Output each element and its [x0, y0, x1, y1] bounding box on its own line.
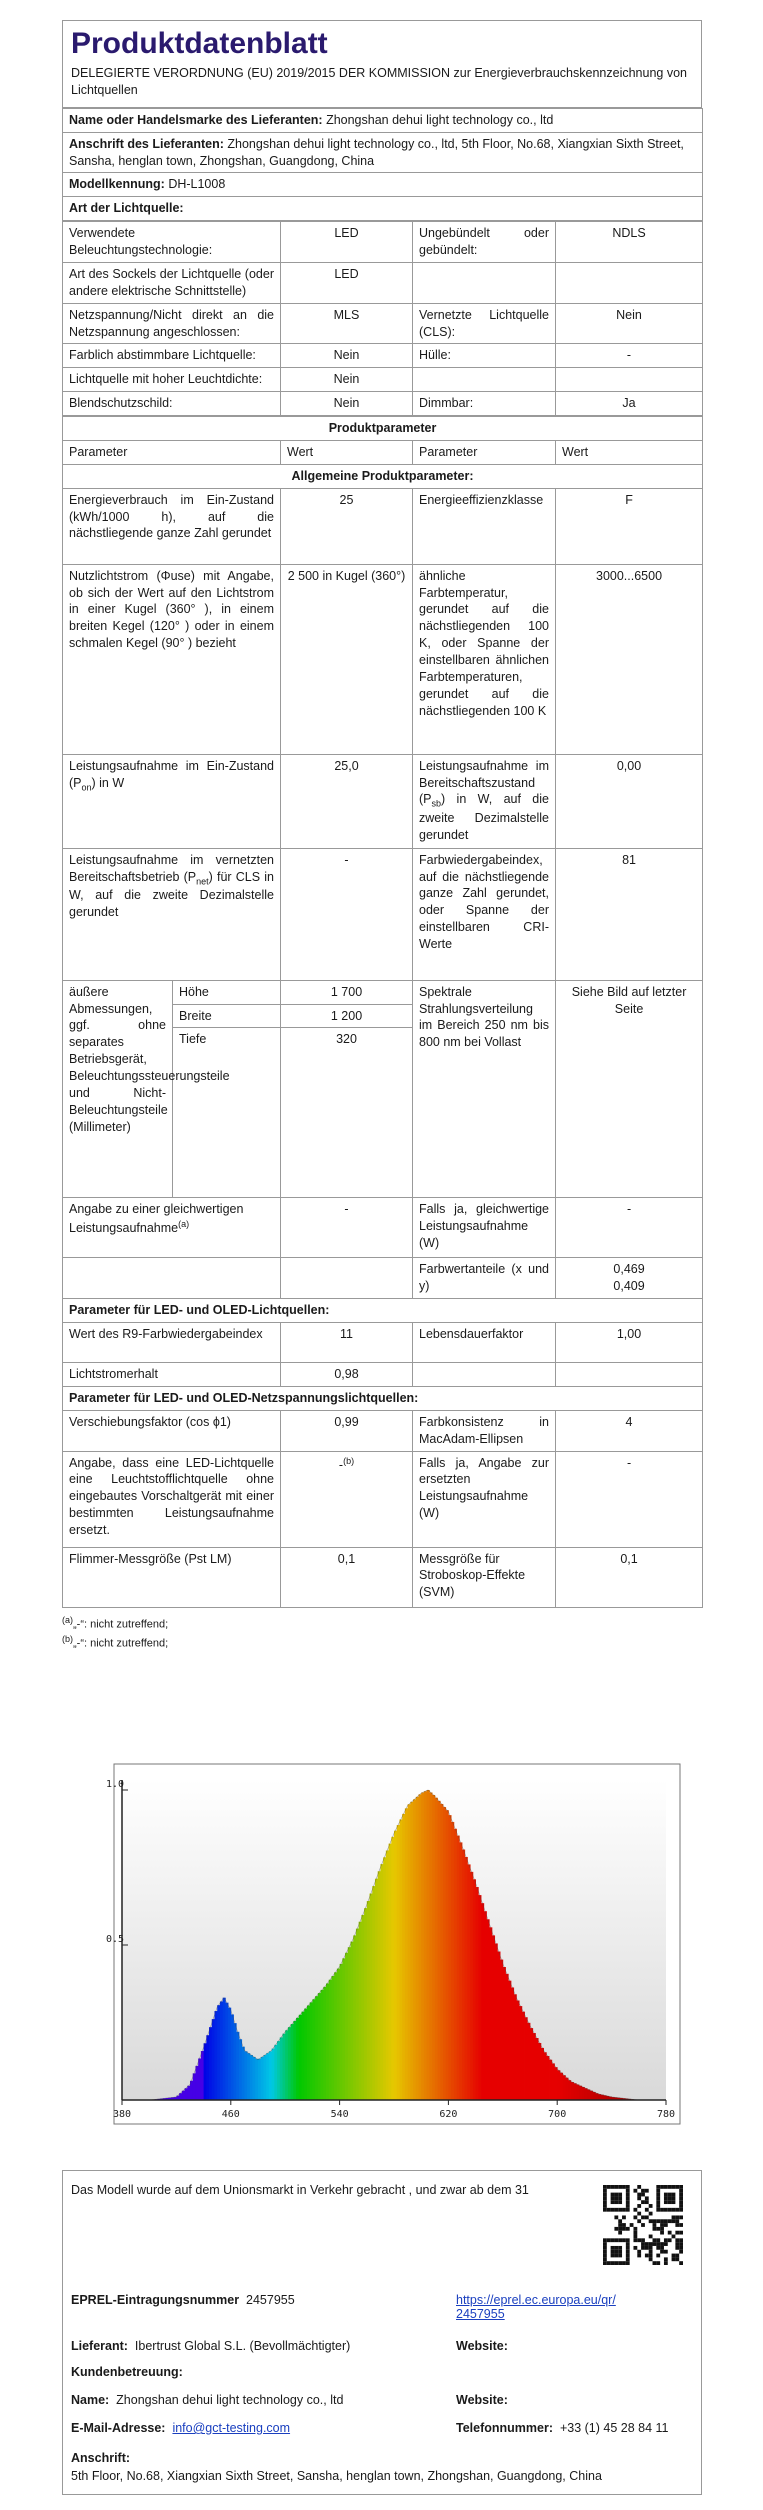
spectrum-bar	[448, 1815, 451, 2100]
customer-care-label: Kundenbetreuung:	[71, 2365, 183, 2379]
type-l1-cell: Lichtquelle mit hoher Leuchtdichte:	[63, 368, 281, 392]
qr-code-icon[interactable]	[603, 2185, 683, 2265]
spectrum-bar	[182, 2091, 185, 2100]
type-l2-cell: Dimmbar:	[413, 392, 556, 416]
website-label: Website:	[456, 2339, 508, 2353]
spectrum-bar	[389, 1844, 392, 2100]
supplier-name-label: Name oder Handelsmarke des Lieferanten:	[69, 112, 323, 127]
spectrum-bar	[399, 1819, 402, 2100]
spectrum-chart	[86, 1760, 686, 2140]
flux-label: Nutzlichtstrom (Φuse) mit Angabe, ob sich der Wert auf den Lichtstrom in einer Kugel (360° ), in einem breiten Kegel (120° ) oder in einem schmalen Kegel (90° ) bezieht	[63, 564, 281, 754]
market-text: Das Modell wurde auf dem Unionsmarkt in Verkehr gebracht , und zwar ab dem 31	[71, 2183, 529, 2197]
spectrum-bar	[574, 2083, 577, 2100]
spectrum-bar	[269, 2051, 272, 2100]
product-params-heading: Produktparameter	[63, 417, 703, 441]
type-v2-cell	[556, 262, 703, 303]
spectrum-bar	[255, 2059, 258, 2100]
spectrum-bar	[274, 2045, 277, 2100]
spectrum-bar	[565, 2078, 568, 2100]
spectrum-bar	[372, 1886, 375, 2100]
spectrum-svg	[86, 1760, 686, 2140]
spectrum-bar	[337, 1969, 340, 2100]
shift-label: Verschiebungsfaktor (cos ϕ1)	[63, 1410, 281, 1451]
dim-depth-value: 320	[281, 1028, 413, 1198]
x-tick-label: 780	[656, 2109, 676, 2120]
spectrum-bar	[342, 1958, 345, 2100]
type-v1-cell: LED	[281, 222, 413, 263]
spectrum-bar	[220, 2001, 223, 2100]
y-tick-label: 1.0	[105, 1779, 124, 1790]
type-row	[63, 303, 703, 344]
dim-depth-label: Tiefe	[173, 1028, 281, 1198]
spectrum-bar	[380, 1864, 383, 2100]
model-label: Modellkennung:	[69, 177, 165, 192]
maint-value: 0,98	[281, 1363, 413, 1387]
r9-value: 11	[281, 1323, 413, 1363]
life-label: Lebensdauerfaktor	[413, 1323, 556, 1363]
type-row	[63, 392, 703, 416]
type-v2-cell: -	[556, 344, 703, 368]
spectrum-bar	[519, 2006, 522, 2100]
flicker-label: Flimmer-Messgröße (Pst LM)	[63, 1547, 281, 1607]
phone-row: Telefonnummer: +33 (1) 45 28 84 11	[456, 2421, 669, 2435]
spectrum-bar	[538, 2043, 541, 2100]
r9-label: Wert des R9-Farbwiedergabeindex	[63, 1323, 281, 1363]
spd-label: Spektrale Strahlungsverteilung im Bereich 250 nm bis 800 nm bei Vollast	[413, 980, 556, 1198]
spectrum-bar	[212, 2019, 215, 2100]
spectrum-bar	[454, 1829, 457, 2100]
spectrum-bar	[334, 1972, 337, 2100]
type-row	[63, 344, 703, 368]
spectrum-bar	[405, 1808, 408, 2100]
spectrum-bar	[421, 1792, 424, 2100]
x-tick-label: 540	[330, 2109, 349, 2120]
spectrum-bar	[533, 2033, 536, 2100]
col-param-1: Parameter	[63, 440, 281, 464]
spectrum-bar	[361, 1915, 364, 2100]
spectrum-bar	[209, 2027, 212, 2100]
spectrum-bar	[225, 2003, 228, 2100]
spectrum-bar	[272, 2049, 275, 2100]
type-v1-cell: Nein	[281, 344, 413, 368]
col-value-1: Wert	[281, 440, 413, 464]
spectrum-bar	[250, 2055, 253, 2100]
type-v1-cell: Nein	[281, 392, 413, 416]
type-v2-cell: Ja	[556, 392, 703, 416]
spectrum-bar	[367, 1901, 370, 2100]
eprel-link[interactable]: https://eprel.ec.europa.eu/qr/2457955	[456, 2293, 616, 2321]
spectrum-bar	[435, 1798, 438, 2100]
spectrum-bar	[293, 2021, 296, 2100]
equiv2-value: -	[556, 1198, 703, 1258]
col-value-2: Wert	[556, 440, 703, 464]
spectrum-bar	[408, 1804, 411, 2100]
spectrum-bar	[541, 2048, 544, 2100]
spectrum-bar	[568, 2080, 571, 2100]
spectrum-bar	[370, 1894, 373, 2100]
spectrum-bar	[185, 2088, 188, 2100]
chroma-x: 0,469	[613, 1262, 645, 1277]
spectrum-bar	[239, 2039, 242, 2100]
model-value: DH-L1008	[168, 177, 226, 192]
type-v2-cell: NDLS	[556, 222, 703, 263]
spectrum-bar	[307, 2005, 310, 2100]
spectrum-bar	[236, 2032, 239, 2100]
spectrum-bar	[285, 2030, 288, 2100]
spectrum-bar	[470, 1872, 473, 2100]
spectrum-bar	[451, 1822, 454, 2100]
spectrum-bar	[557, 2070, 560, 2100]
chroma-values	[556, 1258, 703, 1299]
spectrum-bar	[206, 2035, 209, 2100]
spectrum-bar	[315, 1996, 318, 2100]
x-tick-label: 460	[221, 2109, 240, 2120]
col-param-2: Parameter	[413, 440, 556, 464]
spectrum-bar	[326, 1983, 329, 2100]
x-tick-label: 620	[439, 2109, 458, 2120]
cct-label: ähnliche Farbtemperatur, gerundet auf die nächstliegenden 100 K, oder Spanne der einstellbaren ähnlichen Farbtemperaturen, gerundet auf die nächstliegenden 100 K	[413, 564, 556, 754]
spectrum-bar	[587, 2089, 590, 2100]
spectrum-bar	[459, 1842, 462, 2100]
spectrum-bar	[302, 2012, 305, 2100]
supplier-name-value: Zhongshan dehui light technology co., ltd	[326, 112, 554, 127]
cri-label: Farbwiedergabeindex, auf die nächstliegende ganze Zahl gerundet, oder Spanne der einstellbaren CRI-Werte	[413, 848, 556, 980]
spectrum-bar	[242, 2047, 245, 2100]
spectrum-bar	[350, 1942, 353, 2100]
spectrum-bar	[522, 2012, 525, 2100]
spectrum-bar	[383, 1857, 386, 2100]
datasheet	[62, 20, 702, 1652]
supplier-address-value: Zhongshan dehui light technology co., ltd, 5th Floor, No.68, Xiangxian Sixth Street, Sansha, henglan town, Zhongshan, Guangdong, China	[69, 136, 684, 168]
type-v1-cell: Nein	[281, 368, 413, 392]
spectrum-bar	[318, 1993, 321, 2100]
spectrum-bar	[204, 2043, 207, 2100]
spectrum-bar	[331, 1976, 334, 2100]
type-l1-cell: Art des Sockels der Lichtquelle (oder andere elektrische Schnittstelle)	[63, 262, 281, 303]
eprel-number: 2457955	[246, 2293, 295, 2307]
spectrum-bar	[288, 2027, 291, 2100]
spectrum-bar	[253, 2057, 256, 2100]
email-link[interactable]: info@gct-testing.com	[172, 2421, 291, 2435]
spectrum-bar	[323, 1987, 326, 2100]
x-tick-label: 700	[548, 2109, 567, 2120]
spectrum-bar	[593, 2092, 596, 2100]
page-title: Produktdatenblatt	[62, 20, 702, 63]
spectrum-bar	[497, 1952, 500, 2100]
spectrum-bar	[282, 2034, 285, 2100]
dims-label: äußere Abmessungen, ggf. ohne separates Betriebsgerät, Beleuchtungssteuerungsteile und Nicht-Beleuchtungsteile (Millimeter)	[63, 980, 173, 1198]
spectrum-bar	[530, 2028, 533, 2100]
spectrum-bar	[576, 2085, 579, 2101]
pnet-label: Leistungsaufnahme im vernetzten Bereitschaftsbetrieb $(P_{net})$ für CLS in W, auf die zweite Dezimalstelle gerundet	[63, 848, 281, 980]
supplier-address-label: Anschrift des Lieferanten:	[69, 136, 224, 151]
spectrum-bar	[356, 1929, 359, 2100]
dim-height-label: Höhe	[173, 980, 281, 1004]
footnote-a: $^{(a)}$„-“: nicht zutreffend;	[62, 1614, 169, 1631]
chroma-empty-value	[281, 1258, 413, 1299]
spectrum-bar	[571, 2082, 574, 2100]
led-params-heading: Parameter für LED- und OLED-Lichtquellen:	[63, 1299, 703, 1323]
spectrum-bar	[418, 1794, 421, 2100]
spectrum-bar	[446, 1810, 449, 2100]
spectrum-bar	[364, 1908, 367, 2100]
spectrum-bar	[492, 1935, 495, 2100]
care-name-row: Name: Zhongshan dehui light technology co., ltd	[71, 2393, 344, 2407]
spectrum-bar	[416, 1797, 419, 2100]
spectrum-bar	[247, 2053, 250, 2100]
spectrum-bar	[432, 1795, 435, 2100]
spectrum-bar	[579, 2086, 582, 2100]
cri-value: 81	[556, 848, 703, 980]
spectrum-bar	[584, 2088, 587, 2100]
spectrum-bar	[601, 2095, 604, 2100]
supplier-footer-row: Lieferant: Ibertrust Global S.L. (Bevollmächtigter)	[71, 2339, 351, 2353]
spectrum-bar	[424, 1791, 427, 2100]
spectrum-bar	[258, 2059, 261, 2100]
spectrum-bar	[277, 2041, 280, 2100]
spectrum-bar	[457, 1836, 460, 2100]
equiv2-label: Falls ja, gleichwertige Leistungsaufnahme (W)	[413, 1198, 556, 1258]
eprel-row: EPREL-Eintragungsnummer 2457955	[71, 2293, 295, 2307]
dim-width-value: 1 200	[281, 1004, 413, 1028]
spectrum-bar	[489, 1927, 492, 2100]
strobe-value: 0,1	[556, 1547, 703, 1607]
spectrum-bar	[299, 2015, 302, 2100]
supplier-address-row	[63, 132, 703, 173]
spectrum-bar	[296, 2018, 299, 2100]
shift-value: 0,99	[281, 1410, 413, 1451]
spectrum-bar	[234, 2023, 237, 2100]
spectrum-bar	[375, 1879, 378, 2100]
spectrum-bar	[402, 1814, 405, 2100]
product-params-table	[62, 416, 703, 1608]
type-v2-cell	[556, 368, 703, 392]
psb-label: Leistungsaufnahme im Bereitschaftszustand $(P_{sb})$ in W, auf die zweite Dezimalstelle gerundet	[413, 754, 556, 848]
spectrum-bar	[582, 2087, 585, 2100]
spectrum-bar	[201, 2051, 204, 2100]
spectrum-bar	[345, 1953, 348, 2100]
spectrum-bar	[495, 1943, 498, 2100]
spectrum-bar	[467, 1864, 470, 2100]
spectrum-bar	[312, 1999, 315, 2100]
type-l1-cell: Farblich abstimmbare Lichtquelle:	[63, 344, 281, 368]
spectrum-bar	[427, 1790, 430, 2100]
spectrum-bar	[506, 1974, 509, 2100]
spectrum-bar	[391, 1837, 394, 2100]
spectrum-bar	[595, 2093, 598, 2100]
cct-value: 3000...6500	[556, 564, 703, 754]
spectrum-bar	[195, 2066, 198, 2100]
replace-label: Angabe, dass eine LED-Lichtquelle eine Leuchtstofflichtquelle ohne eingebautes Vorschaltgerät mit einer bestimmten Leistungsaufnahme ersetzt.	[63, 1451, 281, 1547]
spectrum-bar	[598, 2094, 601, 2100]
type-heading: Art der Lichtquelle:	[63, 197, 703, 221]
spectrum-bar	[508, 1981, 511, 2100]
chroma-label: Farbwertanteile (x und y)	[413, 1258, 556, 1299]
email-row: E-Mail-Adresse: info@gct-testing.com	[71, 2421, 291, 2435]
type-row	[63, 222, 703, 263]
spectrum-bar	[397, 1825, 400, 2100]
spectrum-bar	[465, 1857, 468, 2100]
spectrum-bar	[546, 2056, 549, 2100]
spd-value: Siehe Bild auf letzter Seite	[556, 980, 703, 1198]
type-l1-cell: Netzspannung/Nicht direkt an die Netzspannung angeschlossen:	[63, 303, 281, 344]
footnote-b: $^{(b)}$„-“: nicht zutreffend;	[62, 1633, 169, 1650]
spectrum-bar	[280, 2037, 283, 2100]
spectrum-bar	[266, 2053, 269, 2100]
psb-value: 0,00	[556, 754, 703, 848]
spectrum-bar	[511, 1987, 514, 2100]
maint-label: Lichtstromerhalt	[63, 1363, 281, 1387]
footnotes	[62, 1614, 702, 1652]
type-row	[63, 262, 703, 303]
general-params-heading: Allgemeine Produktparameter:	[63, 464, 703, 488]
type-row	[63, 368, 703, 392]
spectrum-bar	[217, 2005, 220, 2100]
spectrum-bar	[440, 1804, 443, 2100]
spectrum-bar	[443, 1807, 446, 2100]
spectrum-bar	[231, 2014, 234, 2100]
spectrum-bar	[386, 1850, 389, 2100]
dim-height-value: 1 700	[281, 980, 413, 1004]
spectrum-bar	[500, 1960, 503, 2100]
spectrum-bar	[329, 1980, 332, 2100]
energy-value: 25	[281, 488, 413, 564]
equiv-value: -	[281, 1198, 413, 1258]
y-tick-label: 0.5	[105, 1934, 124, 1945]
spectrum-bar	[228, 2008, 231, 2100]
spectrum-bar	[554, 2067, 557, 2100]
spectrum-bar	[544, 2052, 547, 2100]
spectrum-bar	[413, 1799, 416, 2100]
address-label: Anschrift:	[71, 2451, 131, 2465]
spectrum-bar	[310, 2002, 313, 2100]
type-l2-cell: Vernetzte Lichtquelle (CLS):	[413, 303, 556, 344]
mains-params-heading: Parameter für LED- und OLED-Netzspannungslichtquellen:	[63, 1386, 703, 1410]
spectrum-bar	[478, 1895, 481, 2100]
spectrum-bar	[291, 2024, 294, 2100]
type-v1-cell: LED	[281, 262, 413, 303]
spectrum-bar	[321, 1990, 324, 2100]
flicker-value: 0,1	[281, 1547, 413, 1607]
strobe-label: Messgröße für Stroboskop-Effekte (SVM)	[413, 1547, 556, 1607]
dim-width-label: Breite	[173, 1004, 281, 1028]
address-value: 5th Floor, No.68, Xiangxian Sixth Street, Sansha, henglan town, Zhongshan, Guangdong, China	[71, 2469, 602, 2483]
spectrum-bar	[563, 2075, 566, 2100]
spectrum-bar	[261, 2057, 264, 2100]
supplier-name-row	[63, 108, 703, 132]
spectrum-bar	[484, 1911, 487, 2100]
maint-empty-1	[413, 1363, 556, 1387]
spectrum-bar	[516, 2000, 519, 2100]
website2-label: Website:	[456, 2393, 508, 2407]
spectrum-bar	[462, 1850, 465, 2100]
pon-label: Leistungsaufnahme im Ein-Zustand $(P_{on})$ in W	[63, 754, 281, 848]
spectrum-bar	[410, 1802, 413, 2100]
spectrum-bar	[198, 2058, 201, 2100]
spectrum-bar	[552, 2063, 555, 2100]
macadam-value: 4	[556, 1410, 703, 1451]
type-v1-cell: MLS	[281, 303, 413, 344]
spectrum-bar	[304, 2009, 307, 2100]
spectrum-bar	[394, 1831, 397, 2100]
spectrum-bar	[187, 2086, 190, 2100]
replace2-label: Falls ja, Angabe zur ersetzten Leistungsaufnahme (W)	[413, 1451, 556, 1547]
spectrum-bar	[438, 1801, 441, 2100]
model-row	[63, 173, 703, 197]
spectrum-bar	[514, 1994, 517, 2100]
x-tick-label: 380	[112, 2109, 132, 2120]
equiv-label: Angabe zu einer gleichwertigen Leistungsaufnahme$^{(a)}$	[63, 1198, 281, 1258]
spectrum-bar	[549, 2060, 552, 2100]
spectrum-bar	[535, 2038, 538, 2100]
spectrum-bar	[503, 1967, 506, 2100]
chroma-empty	[63, 1258, 281, 1299]
supplier-table	[62, 108, 703, 221]
spectrum-bar	[590, 2091, 593, 2100]
pon-value: 25,0	[281, 754, 413, 848]
maint-empty-2	[556, 1363, 703, 1387]
regulation-subtitle: DELEGIERTE VERORDNUNG (EU) 2019/2015 DER KOMMISSION zur Energieverbrauchskennzeichnung von Lichtquellen	[62, 63, 702, 108]
spectrum-bar	[486, 1919, 489, 2100]
spectrum-bar	[481, 1903, 484, 2100]
spectrum-bar	[348, 1947, 351, 2100]
type-l2-cell	[413, 262, 556, 303]
type-table	[62, 221, 703, 416]
type-l1-cell: Blendschutzschild:	[63, 392, 281, 416]
spectrum-bar	[263, 2055, 266, 2100]
spectrum-bar	[560, 2073, 563, 2100]
eprel-footer	[62, 2170, 702, 2495]
spectrum-bar	[473, 1879, 476, 2100]
class-label: Energieeffizienzklasse	[413, 488, 556, 564]
spectrum-bar	[527, 2023, 530, 2100]
type-l1-cell: Verwendete Beleuchtungstechnologie:	[63, 222, 281, 263]
spectrum-bar	[193, 2073, 196, 2100]
type-l2-cell	[413, 368, 556, 392]
spectrum-bar	[378, 1871, 381, 2100]
life-value: 1,00	[556, 1323, 703, 1363]
flux-value: 2 500 in Kugel (360°)	[281, 564, 413, 754]
spectrum-bar	[359, 1922, 362, 2100]
chroma-y: 0,409	[613, 1279, 645, 1294]
macadam-label: Farbkonsistenz in MacAdam-Ellipsen	[413, 1410, 556, 1451]
energy-label: Energieverbrauch im Ein-Zustand (kWh/1000 h), auf die nächstliegende ganze Zahl gerundet	[63, 488, 281, 564]
spectrum-bar	[476, 1887, 479, 2100]
pnet-value: -	[281, 848, 413, 980]
type-l2-cell: Ungebündelt oder gebündelt:	[413, 222, 556, 263]
spectrum-bar	[429, 1792, 432, 2100]
spectrum-bar	[214, 2011, 217, 2100]
spectrum-bar	[340, 1964, 343, 2100]
type-l2-cell: Hülle:	[413, 344, 556, 368]
spectrum-bar	[353, 1935, 356, 2100]
spectrum-bar	[244, 2051, 247, 2100]
replace-value: -$^{(b)}$	[281, 1451, 413, 1547]
spectrum-bar	[525, 2017, 528, 2100]
type-v2-cell: Nein	[556, 303, 703, 344]
class-value: F	[556, 488, 703, 564]
replace2-value: -	[556, 1451, 703, 1547]
spectrum-bar	[223, 1998, 226, 2100]
